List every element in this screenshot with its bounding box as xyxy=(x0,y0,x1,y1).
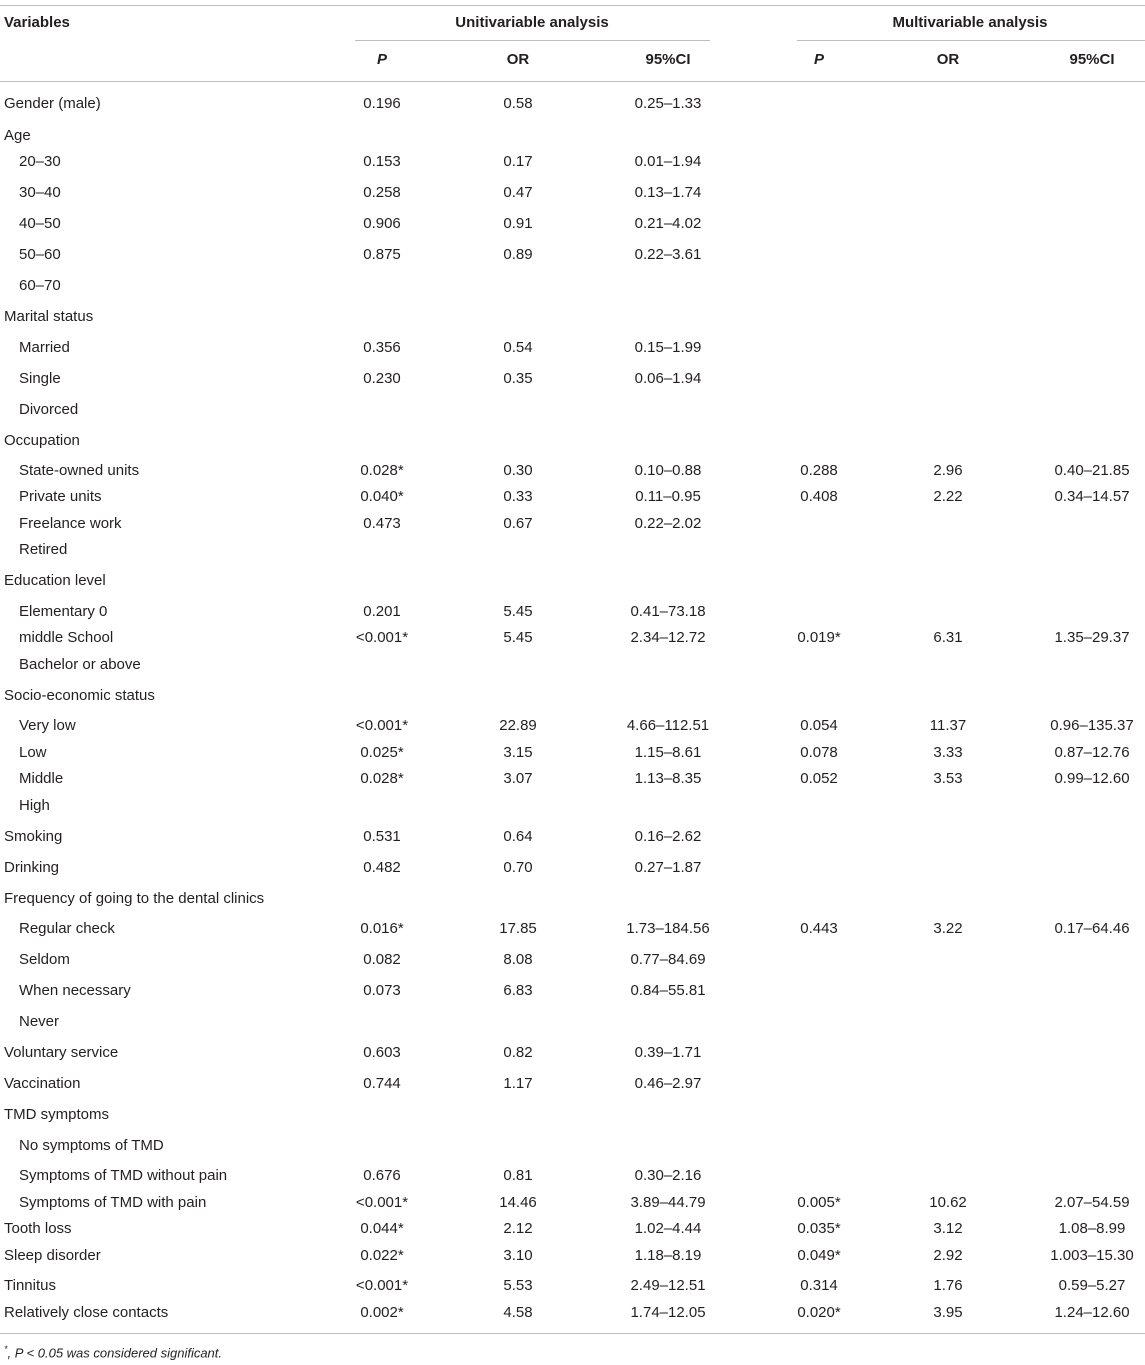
row-label: Sleep disorder xyxy=(4,1247,101,1264)
cell-mor: 3.22 xyxy=(933,920,963,937)
row-label: Frequency of going to the dental clinics xyxy=(4,890,265,907)
cell-uci: 0.06–1.94 xyxy=(634,370,702,387)
header-bottom-rule xyxy=(0,81,1145,82)
row-label: Very low xyxy=(19,717,76,734)
row-label: Freelance work xyxy=(19,515,122,532)
row-label: Age xyxy=(4,127,31,144)
cell-up: 0.230 xyxy=(363,370,401,387)
cell-uor: 0.30 xyxy=(503,462,533,479)
row-label: Private units xyxy=(19,488,102,505)
cell-mci: 1.24–12.60 xyxy=(1054,1304,1130,1321)
cell-uor: 22.89 xyxy=(499,717,537,734)
cell-uor: 0.89 xyxy=(503,246,533,263)
cell-uci: 0.41–73.18 xyxy=(630,603,706,620)
cell-mor: 2.22 xyxy=(933,488,963,505)
cell-uor: 2.12 xyxy=(503,1220,533,1237)
row-label: Retired xyxy=(19,541,68,558)
cell-up: 0.044* xyxy=(360,1220,404,1237)
cell-uor: 0.64 xyxy=(503,828,533,845)
cell-up: 0.028* xyxy=(360,770,404,787)
row-label: Seldom xyxy=(19,951,70,968)
cell-mor: 3.53 xyxy=(933,770,963,787)
cell-uci: 2.49–12.51 xyxy=(630,1277,706,1294)
row-label: State-owned units xyxy=(19,462,140,479)
cell-uci: 1.73–184.56 xyxy=(626,920,710,937)
cell-uci: 0.30–2.16 xyxy=(634,1167,702,1184)
cell-up: 0.356 xyxy=(363,339,401,356)
row-label: Voluntary service xyxy=(4,1044,119,1061)
row-label: No symptoms of TMD xyxy=(19,1137,164,1154)
cell-mp: 0.443 xyxy=(800,920,838,937)
cell-uor: 0.33 xyxy=(503,488,533,505)
row-label: Smoking xyxy=(4,828,63,845)
cell-uor: 17.85 xyxy=(499,920,537,937)
cell-mp: 0.314 xyxy=(800,1277,838,1294)
row-label: Tooth loss xyxy=(4,1220,72,1237)
cell-mp: 0.019* xyxy=(797,629,841,646)
cell-uor: 14.46 xyxy=(499,1194,537,1211)
cell-up: 0.002* xyxy=(360,1304,404,1321)
cell-uor: 3.15 xyxy=(503,744,533,761)
cell-mor: 2.96 xyxy=(933,462,963,479)
cell-uor: 0.82 xyxy=(503,1044,533,1061)
row-label: Gender (male) xyxy=(4,95,101,112)
cell-uci: 0.25–1.33 xyxy=(634,95,702,112)
row-label: Vaccination xyxy=(4,1075,81,1092)
header-uni-or: OR xyxy=(506,51,530,68)
cell-uci: 0.16–2.62 xyxy=(634,828,702,845)
cell-uci: 0.15–1.99 xyxy=(634,339,702,356)
cell-mci: 1.35–29.37 xyxy=(1054,629,1130,646)
cell-uci: 0.22–3.61 xyxy=(634,246,702,263)
cell-mp: 0.005* xyxy=(797,1194,841,1211)
cell-uor: 5.45 xyxy=(503,629,533,646)
row-label: Low xyxy=(19,744,47,761)
cell-uci: 0.11–0.95 xyxy=(635,488,701,505)
cell-mor: 3.95 xyxy=(933,1304,963,1321)
row-label: Symptoms of TMD without pain xyxy=(19,1167,228,1184)
row-label: Divorced xyxy=(19,401,79,418)
cell-mci: 1.08–8.99 xyxy=(1058,1220,1126,1237)
cell-up: 0.040* xyxy=(360,488,404,505)
cell-mci: 0.99–12.60 xyxy=(1054,770,1130,787)
row-label: Education level xyxy=(4,572,106,589)
cell-up: 0.016* xyxy=(360,920,404,937)
cell-uci: 0.46–2.97 xyxy=(634,1075,702,1092)
table-bottom-rule xyxy=(0,1333,1145,1334)
table-top-rule xyxy=(0,5,1145,6)
cell-mor: 2.92 xyxy=(933,1247,963,1264)
cell-up: 0.258 xyxy=(363,184,401,201)
row-label: Married xyxy=(19,339,70,356)
row-label: Socio-economic status xyxy=(4,687,155,704)
cell-mci: 0.34–14.57 xyxy=(1054,488,1130,505)
row-label: Regular check xyxy=(19,920,115,937)
cell-uor: 0.35 xyxy=(503,370,533,387)
cell-uci: 0.84–55.81 xyxy=(630,982,706,999)
cell-uci: 3.89–44.79 xyxy=(630,1194,706,1211)
cell-mci: 2.07–54.59 xyxy=(1054,1194,1130,1211)
row-label: middle School xyxy=(19,629,114,646)
cell-up: 0.028* xyxy=(360,462,404,479)
cell-mp: 0.408 xyxy=(800,488,838,505)
cell-up: 0.073 xyxy=(363,982,401,999)
cell-mp: 0.035* xyxy=(797,1220,841,1237)
row-label: Relatively close contacts xyxy=(4,1304,169,1321)
cell-uor: 0.70 xyxy=(503,859,533,876)
header-univariable: Unitivariable analysis xyxy=(455,14,609,31)
cell-uor: 3.10 xyxy=(503,1247,533,1264)
univariable-subrule xyxy=(355,40,710,41)
cell-mci: 0.59–5.27 xyxy=(1058,1277,1126,1294)
cell-uor: 5.45 xyxy=(503,603,533,620)
cell-up: 0.531 xyxy=(363,828,401,845)
cell-up: 0.676 xyxy=(363,1167,401,1184)
cell-uci: 1.13–8.35 xyxy=(634,770,702,787)
cell-uor: 0.58 xyxy=(503,95,533,112)
cell-mci: 0.87–12.76 xyxy=(1054,744,1130,761)
footnote-mark: * xyxy=(4,1344,8,1354)
cell-up: 0.875 xyxy=(363,246,401,263)
cell-uci: 0.10–0.88 xyxy=(634,462,702,479)
cell-up: 0.603 xyxy=(363,1044,401,1061)
footnote-text: , P < 0.05 was considered significant. xyxy=(7,1345,223,1361)
cell-mp: 0.288 xyxy=(800,462,838,479)
header-multi-p: P xyxy=(813,51,825,68)
cell-uci: 0.77–84.69 xyxy=(630,951,706,968)
cell-uor: 5.53 xyxy=(503,1277,533,1294)
row-label: High xyxy=(19,797,50,814)
cell-up: 0.082 xyxy=(363,951,401,968)
cell-uor: 3.07 xyxy=(503,770,533,787)
cell-uor: 4.58 xyxy=(503,1304,533,1321)
cell-up: 0.201 xyxy=(363,603,401,620)
cell-up: <0.001* xyxy=(355,717,409,734)
multivariable-subrule xyxy=(797,40,1145,41)
cell-uor: 0.67 xyxy=(503,515,533,532)
row-label: Marital status xyxy=(4,308,94,325)
row-label: 20–30 xyxy=(19,153,61,170)
cell-mci: 0.17–64.46 xyxy=(1054,920,1130,937)
row-label: When necessary xyxy=(19,982,131,999)
cell-uor: 0.81 xyxy=(503,1167,533,1184)
row-label: Occupation xyxy=(4,432,80,449)
cell-uci: 1.74–12.05 xyxy=(630,1304,706,1321)
header-multivariable: Multivariable analysis xyxy=(892,14,1048,31)
cell-uci: 0.21–4.02 xyxy=(634,215,702,232)
cell-uci: 0.01–1.94 xyxy=(634,153,702,170)
cell-up: 0.482 xyxy=(363,859,401,876)
row-label: 30–40 xyxy=(19,184,61,201)
cell-mci: 1.003–15.30 xyxy=(1050,1247,1134,1264)
cell-mp: 0.020* xyxy=(797,1304,841,1321)
cell-mp: 0.078 xyxy=(800,744,838,761)
header-uni-ci: 95%CI xyxy=(645,51,691,68)
cell-uor: 0.91 xyxy=(503,215,533,232)
row-label: TMD symptoms xyxy=(4,1106,109,1123)
cell-up: 0.473 xyxy=(363,515,401,532)
cell-uci: 1.15–8.61 xyxy=(634,744,702,761)
row-label: Middle xyxy=(19,770,64,787)
row-label: Bachelor or above xyxy=(19,656,141,673)
cell-uor: 1.17 xyxy=(503,1075,533,1092)
cell-uci: 2.34–12.72 xyxy=(630,629,706,646)
cell-mci: 0.40–21.85 xyxy=(1054,462,1130,479)
cell-uci: 0.39–1.71 xyxy=(634,1044,702,1061)
cell-uci: 1.18–8.19 xyxy=(634,1247,702,1264)
row-label: Elementary 0 xyxy=(19,603,108,620)
cell-mp: 0.054 xyxy=(800,717,838,734)
row-label: 60–70 xyxy=(19,277,61,294)
cell-up: 0.022* xyxy=(360,1247,404,1264)
cell-up: <0.001* xyxy=(355,629,409,646)
cell-up: 0.196 xyxy=(363,95,401,112)
header-multi-ci: 95%CI xyxy=(1069,51,1115,68)
cell-mor: 11.37 xyxy=(929,717,967,734)
cell-mor: 3.12 xyxy=(933,1220,963,1237)
cell-mor: 3.33 xyxy=(933,744,963,761)
row-label: Single xyxy=(19,370,61,387)
cell-up: 0.744 xyxy=(363,1075,401,1092)
table-footnote xyxy=(4,1344,222,1360)
cell-uci: 4.66–112.51 xyxy=(626,717,710,734)
header-variables: Variables xyxy=(4,14,70,31)
row-label: 40–50 xyxy=(19,215,61,232)
header-uni-p: P xyxy=(376,51,388,68)
cell-mor: 6.31 xyxy=(933,629,963,646)
cell-uci: 0.27–1.87 xyxy=(634,859,702,876)
cell-uor: 8.08 xyxy=(503,951,533,968)
cell-mp: 0.049* xyxy=(797,1247,841,1264)
cell-mor: 10.62 xyxy=(929,1194,967,1211)
row-label: Never xyxy=(19,1013,60,1030)
row-label: Symptoms of TMD with pain xyxy=(19,1194,207,1211)
cell-mci: 0.96–135.37 xyxy=(1050,717,1134,734)
cell-up: 0.906 xyxy=(363,215,401,232)
row-label: 50–60 xyxy=(19,246,61,263)
row-label: Drinking xyxy=(4,859,60,876)
cell-uor: 0.17 xyxy=(503,153,533,170)
cell-uci: 0.22–2.02 xyxy=(634,515,702,532)
cell-mor: 1.76 xyxy=(933,1277,963,1294)
cell-up: <0.001* xyxy=(355,1194,409,1211)
cell-uor: 6.83 xyxy=(503,982,533,999)
cell-up: 0.025* xyxy=(360,744,404,761)
cell-uci: 0.13–1.74 xyxy=(634,184,702,201)
row-label: Tinnitus xyxy=(4,1277,56,1294)
header-multi-or: OR xyxy=(936,51,960,68)
cell-uor: 0.54 xyxy=(503,339,533,356)
cell-mp: 0.052 xyxy=(800,770,838,787)
cell-up: <0.001* xyxy=(355,1277,409,1294)
cell-up: 0.153 xyxy=(363,153,401,170)
cell-uci: 1.02–4.44 xyxy=(634,1220,702,1237)
cell-uor: 0.47 xyxy=(503,184,533,201)
